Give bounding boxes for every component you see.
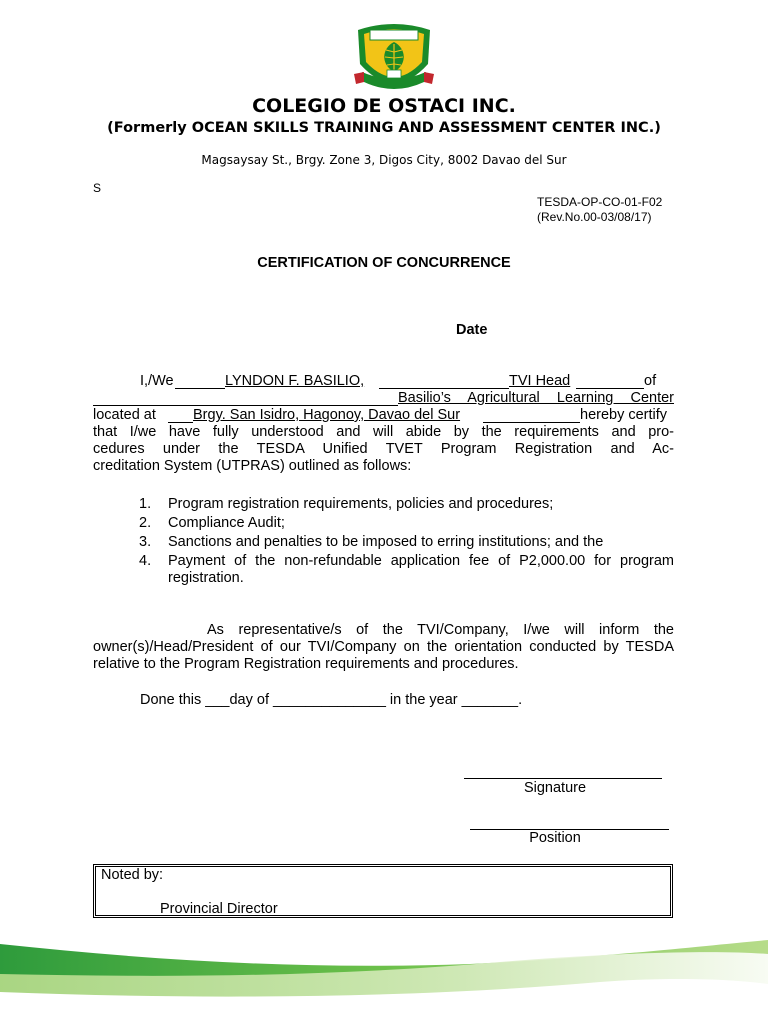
position-label: Position [529,830,581,846]
blank-line [379,388,509,389]
school-seal-logo-icon [352,20,436,96]
blank-line [576,388,644,389]
document-title: CERTIFICATION OF CONCURRENCE [257,255,511,271]
requirements-list [93,496,674,589]
representative-paragraph: As representative/s of the TVI/Company, I/we will inform the owner(s)/Head/President of our TVI/Company on the orientation conducted by TESDA relative to the Program Registration requirements and procedures. [93,622,674,672]
former-name: (Formerly OCEAN SKILLS TRAINING AND ASSESSMENT CENTER INC.) [107,120,661,136]
blank-line [483,422,580,423]
blank-line [175,388,225,389]
signature-line [464,778,662,779]
certify-position: TVI Head [509,373,571,389]
list-item-text: Sanctions and penalties to be imposed to erring institutions; and the [168,534,604,550]
signature-label: Signature [523,780,587,796]
list-item [93,515,674,532]
list-item-number: 4. [139,553,152,569]
certify-hereby: hereby certify [580,407,668,423]
noted-by-label: Noted by: [101,867,164,883]
certify-line-4: that I/we have fully understood and will abide by the requirements and pro- [93,424,674,440]
school-name: COLEGIO DE OSTACI INC. [252,95,516,117]
list-item-text: Program registration requirements, policies and procedures; [168,496,554,512]
date-label: Date [456,322,488,338]
blank-line [168,422,193,423]
form-code-revision: (Rev.No.00-03/08/17) [537,210,652,224]
certify-line-5: cedures under the TESDA Unified TVET Program Registration and Ac- [93,441,674,457]
provincial-director-label: Provincial Director [160,901,278,917]
certify-located-at: located at [93,407,156,423]
footer-wave-decoration [0,930,768,1024]
noted-by-box [93,864,673,918]
list-item [93,534,674,551]
school-address: Magsaysay St., Brgy. Zone 3, Digos City, 8002 Davao del Sur [201,153,567,167]
certify-prefix: I,/We [140,373,174,389]
list-item-text: Compliance Audit; [168,515,285,531]
certify-institution: Basilio’s Agricultural Learning Center [398,390,674,406]
done-this-line: Done this ___day of ______________ in the year _______. [140,692,523,708]
list-item-number: 1. [139,496,152,512]
list-item [93,496,674,513]
certify-name: LYNDON F. BASILIO, [225,373,365,389]
list-item [93,553,674,587]
certify-location: Brgy. San Isidro, Hagonoy, Davao del Sur [193,407,461,423]
form-code-number: TESDA-OP-CO-01-F02 [537,195,663,209]
form-code [537,195,662,225]
certify-line-6: creditation System (UTPRAS) outlined as follows: [93,458,412,474]
list-item-number: 3. [139,534,152,550]
blank-line [93,405,398,406]
certify-of: of [644,373,657,389]
stray-letter: S [93,181,102,195]
list-item-text: Payment of the non-refundable application fee of P2,000.00 for program registration. [168,553,674,586]
list-item-number: 2. [139,515,152,531]
